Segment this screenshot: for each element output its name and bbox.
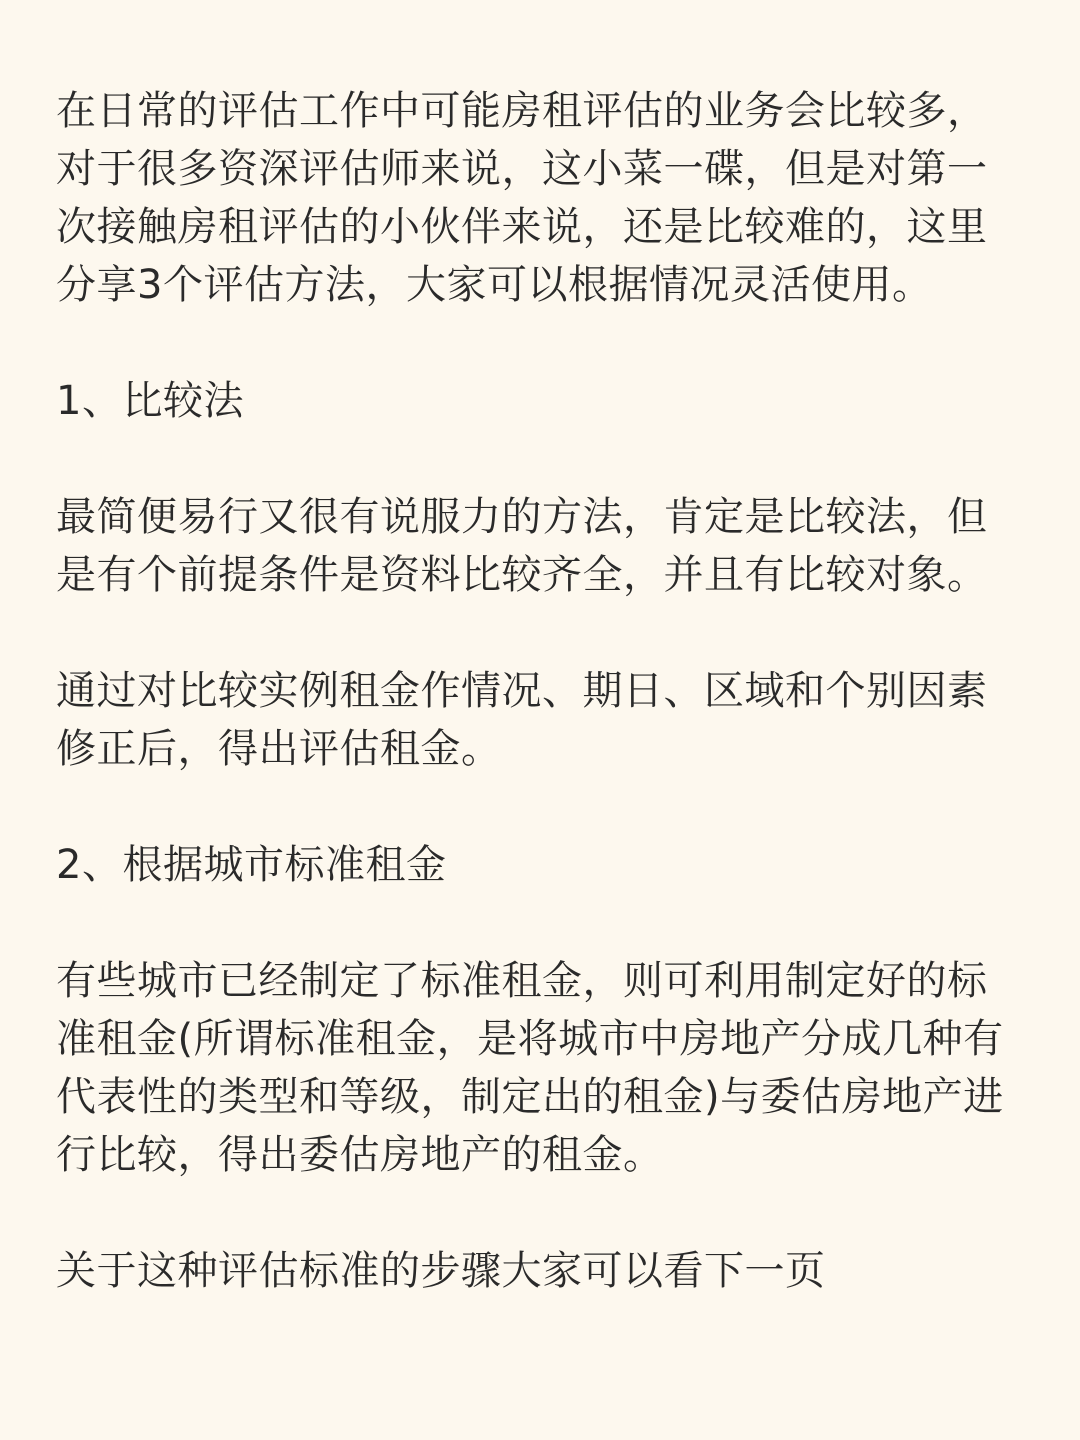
section-1-paragraph-1: 最简便易行又很有说服力的方法，肯定是比较法，但 是有个前提条件是资料比较齐全，并且有比较对象。 xyxy=(56,494,988,598)
spacer xyxy=(56,430,1024,488)
spacer xyxy=(56,604,1024,662)
section-1-paragraph-2: 通过对比较实例租金作情况、期日、区域和个别因素 修正后，得出评估租金。 xyxy=(56,668,988,772)
spacer xyxy=(56,1184,1024,1242)
spacer xyxy=(56,778,1024,836)
section-2-title: 2、根据城市标准租金 xyxy=(56,842,447,888)
section-1-title: 1、比较法 xyxy=(56,378,244,424)
intro-paragraph: 在日常的评估工作中可能房租评估的业务会比较多， 对于很多资深评估师来说，这小菜一碟，但是对第一 次接触房租评估的小伙伴来说，还是比较难的，这里 分享3个评估方法，大家可以根据情况灵活使用。 xyxy=(56,88,988,308)
closing-line: 关于这种评估标准的步骤大家可以看下一页 xyxy=(56,1248,826,1294)
spacer xyxy=(56,314,1024,372)
spacer xyxy=(56,894,1024,952)
section-2-paragraph-1: 有些城市已经制定了标准租金，则可利用制定好的标 准租金(所谓标准租金，是将城市中房地产分成几种有 代表性的类型和等级，制定出的租金)与委估房地产进 行比较，得出委估房地产的租金。 xyxy=(56,958,1004,1178)
